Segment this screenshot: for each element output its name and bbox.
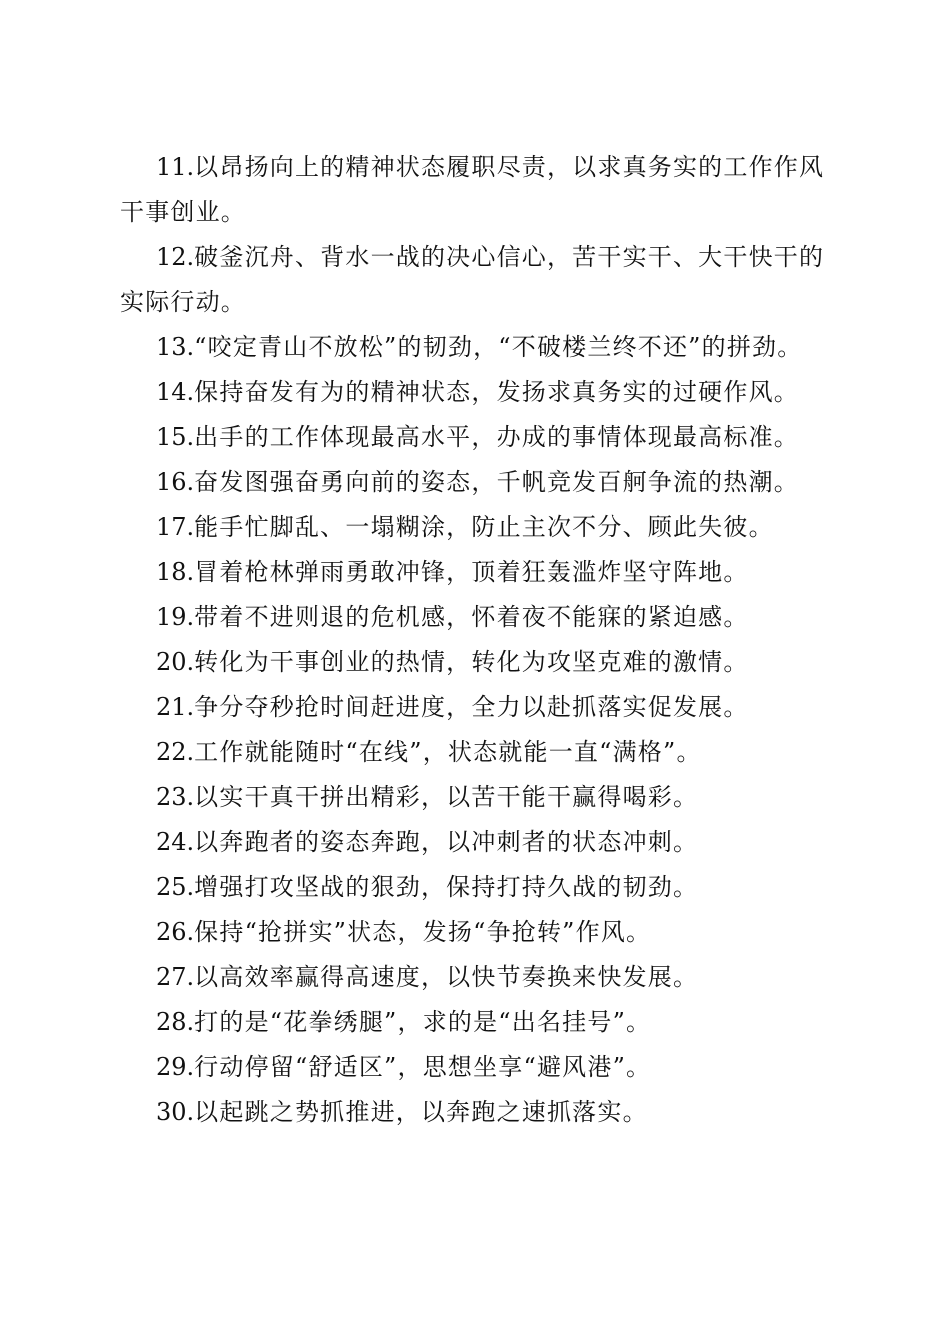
item-number: 19. (156, 603, 195, 631)
item-text: 行动停留“舒适区”，思想坐享“避风港”。 (194, 1053, 652, 1081)
item-text: 带着不进则退的危机感，怀着夜不能寐的紧迫感。 (194, 603, 749, 631)
item-text: 以实干真干拼出精彩，以苦干能干赢得喝彩。 (194, 783, 699, 811)
item-text: 打的是“花拳绣腿”，求的是“出名挂号”。 (194, 1008, 652, 1036)
item-number: 15. (156, 423, 195, 451)
item-text: 保持奋发有为的精神状态，发扬求真务实的过硬作风。 (194, 378, 799, 406)
list-item (120, 1090, 825, 1135)
list-item (120, 460, 825, 505)
list-item (120, 775, 825, 820)
item-text: 争分夺秒抢时间赶进度，全力以赴抓落实促发展。 (194, 693, 749, 721)
document-body (120, 145, 825, 1135)
list-item (120, 145, 825, 235)
item-number: 28. (156, 1008, 195, 1036)
item-number: 17. (156, 513, 195, 541)
item-number: 20. (156, 648, 195, 676)
list-item (120, 325, 825, 370)
list-item (120, 685, 825, 730)
item-number: 26. (156, 918, 195, 946)
list-item (120, 505, 825, 550)
item-number: 29. (156, 1053, 195, 1081)
item-number: 21. (156, 693, 195, 721)
item-text: 冒着枪林弹雨勇敢冲锋，顶着狂轰滥炸坚守阵地。 (194, 558, 749, 586)
list-item (120, 730, 825, 775)
item-text: 工作就能随时“在线”，状态就能一直“满格”。 (194, 738, 702, 766)
item-number: 25. (156, 873, 195, 901)
item-text: 以奔跑者的姿态奔跑，以冲刺者的状态冲刺。 (194, 828, 699, 856)
list-item (120, 910, 825, 955)
item-number: 14. (156, 378, 195, 406)
item-text: 转化为干事创业的热情，转化为攻坚克难的激情。 (194, 648, 749, 676)
item-number: 13. (156, 333, 195, 361)
item-text: 出手的工作体现最高水平，办成的事情体现最高标准。 (194, 423, 799, 451)
list-item (120, 550, 825, 595)
list-item (120, 1045, 825, 1090)
item-text: 以高效率赢得高速度，以快节奏换来快发展。 (194, 963, 699, 991)
list-item (120, 370, 825, 415)
item-text: 保持“抢拼实”状态，发扬“争抢转”作风。 (194, 918, 652, 946)
item-number: 18. (156, 558, 195, 586)
list-item (120, 235, 825, 325)
item-number: 23. (156, 783, 195, 811)
item-number: 27. (156, 963, 195, 991)
item-number: 22. (156, 738, 195, 766)
list-item (120, 595, 825, 640)
item-number: 24. (156, 828, 195, 856)
item-number: 12. (156, 243, 195, 271)
list-item (120, 955, 825, 1000)
list-item (120, 820, 825, 865)
item-text: 破釜沉舟、背水一战的决心信心，苦干实干、大干快干的实际行动。 (120, 243, 825, 316)
item-text: 增强打攻坚战的狠劲，保持打持久战的韧劲。 (194, 873, 699, 901)
item-text: 以起跳之势抓推进，以奔跑之速抓落实。 (194, 1098, 648, 1126)
item-number: 16. (156, 468, 195, 496)
list-item (120, 1000, 825, 1045)
item-text: “咬定青山不放松”的韧劲，“不破楼兰终不还”的拼劲。 (194, 333, 803, 361)
item-text: 奋发图强奋勇向前的姿态，千帆竞发百舸争流的热潮。 (194, 468, 799, 496)
item-number: 11. (156, 153, 195, 181)
item-text: 能手忙脚乱、一塌糊涂，防止主次不分、顾此失彼。 (194, 513, 774, 541)
item-text: 以昂扬向上的精神状态履职尽责，以求真务实的工作作风干事创业。 (120, 153, 825, 226)
list-item (120, 640, 825, 685)
list-item (120, 865, 825, 910)
item-number: 30. (156, 1098, 195, 1126)
list-item (120, 415, 825, 460)
